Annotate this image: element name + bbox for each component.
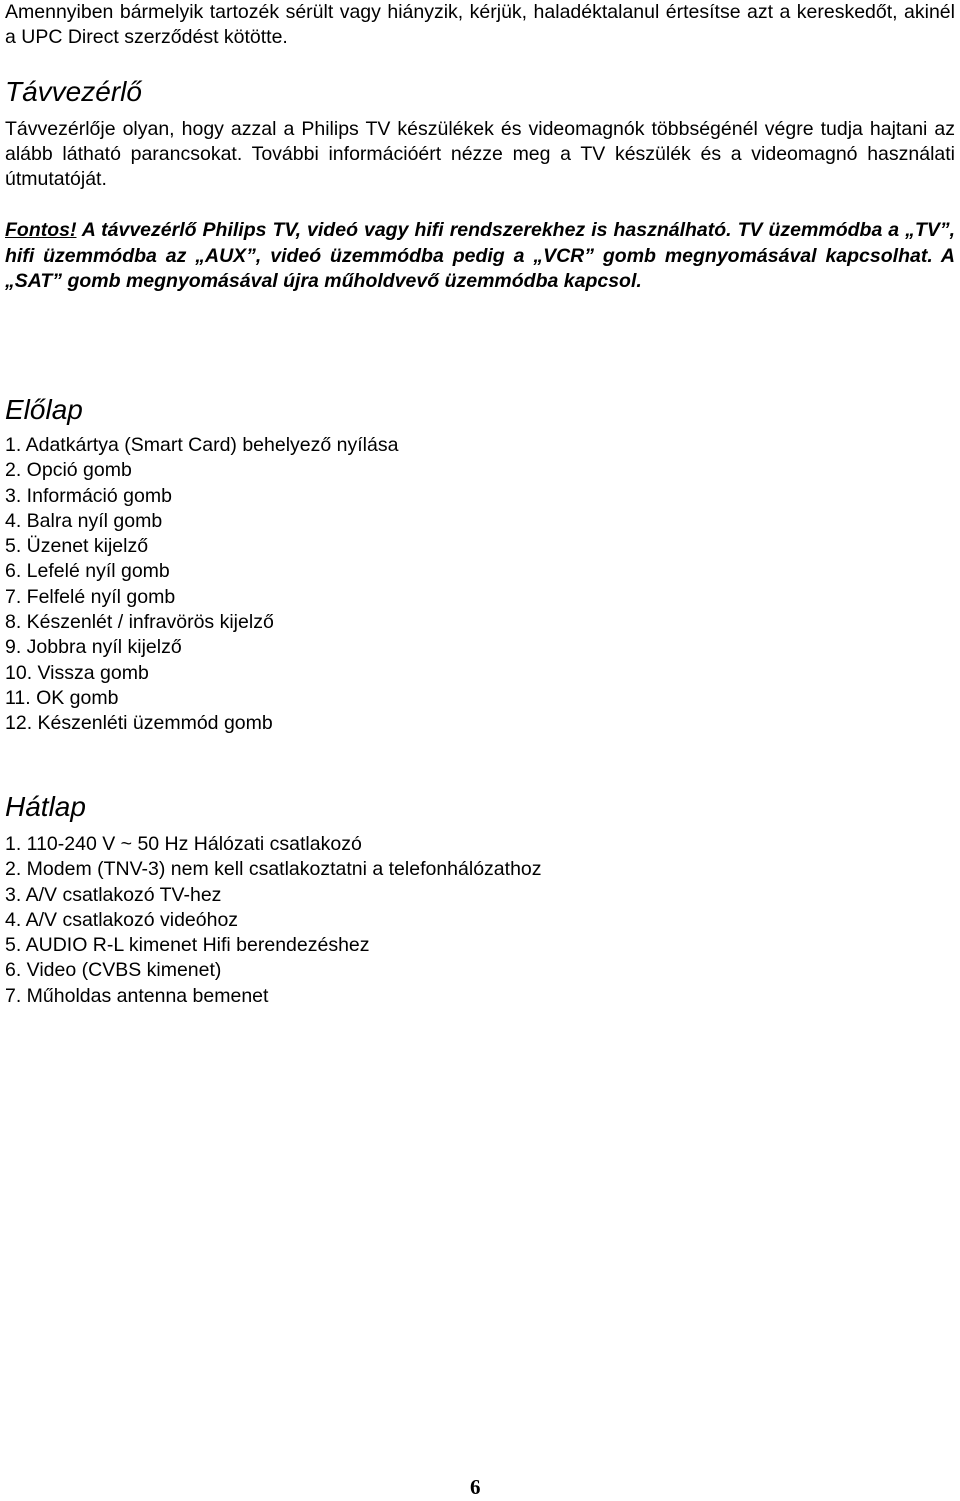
- list-item: 11. OK gomb: [5, 686, 119, 709]
- important-note-lead: Fontos!: [5, 219, 77, 241]
- list-item: 3. A/V csatlakozó TV-hez: [5, 883, 222, 906]
- list-item: 1. Adatkártya (Smart Card) behelyező nyílása: [5, 434, 399, 456]
- front-panel-heading: Előlap: [5, 394, 83, 425]
- list-item: 8. Készenlét / infravörös kijelző: [5, 611, 274, 634]
- remote-paragraph: Távvezérlője olyan, hogy azzal a Philips TV készülékek és videomagnók többségénél végre tudja hajtani az alább látható parancsokat. További információért nézze meg a TV készülék és a videomagnó használati útmutatóját.: [5, 118, 955, 190]
- list-item: 2. Modem (TNV-3) nem kell csatlakoztatni a telefonhálózathoz: [5, 858, 542, 881]
- list-item: 10. Vissza gomb: [5, 661, 149, 684]
- back-panel-heading: Hátlap: [5, 791, 86, 822]
- list-item: 6. Video (CVBS kimenet): [5, 959, 222, 982]
- list-item: 2. Opció gomb: [5, 459, 132, 482]
- list-item: 6. Lefelé nyíl gomb: [5, 560, 170, 583]
- list-item: 4. Balra nyíl gomb: [5, 509, 163, 532]
- list-item: 4. A/V csatlakozó videóhoz: [5, 908, 239, 931]
- list-item: 12. Készenléti üzemmód gomb: [5, 712, 273, 735]
- back-panel-list: [5, 832, 542, 1009]
- important-note-text: A távvezérlő Philips TV, videó vagy hifi rendszerekhez is használható. TV üzemmódba a „TV”, hifi üzemmódba az „AUX”, videó üzemmódba pedig a „VCR” gomb megnyomásával kapcsolhat. A „SAT” gomb megnyomásával újra műholdvevő üzemmódba kapcsol.: [5, 219, 955, 292]
- page-number: 6: [470, 1475, 481, 1499]
- front-panel-list: [5, 433, 398, 737]
- list-item: 5. AUDIO R-L kimenet Hifi berendezéshez: [5, 934, 370, 957]
- list-item: 5. Üzenet kijelző: [5, 535, 149, 558]
- list-item: 7. Műholdas antenna bemenet: [5, 984, 269, 1007]
- remote-heading: Távvezérlő: [5, 76, 142, 107]
- list-item: 3. Információ gomb: [5, 484, 172, 507]
- list-item: 1. 110-240 V ~ 50 Hz Hálózati csatlakozó: [5, 833, 362, 855]
- list-item: 7. Felfelé nyíl gomb: [5, 585, 176, 608]
- important-note: [5, 218, 955, 295]
- intro-paragraph: Amennyiben bármelyik tartozék sérült vagy hiányzik, kérjük, haladéktalanul értesítse azt a kereskedőt, akinél a UPC Direct szerződést kötötte.: [5, 1, 955, 48]
- list-item: 9. Jobbra nyíl kijelző: [5, 636, 182, 659]
